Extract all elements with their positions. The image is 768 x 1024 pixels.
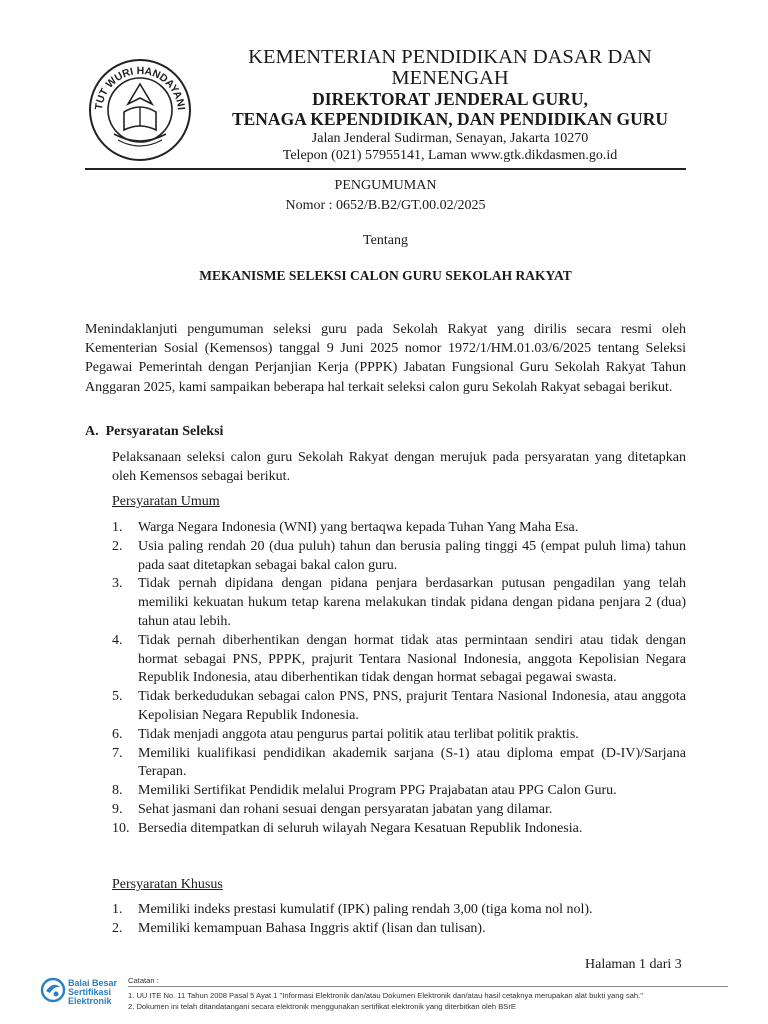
list-item: 5. Tidak berkedudukan sebagai calon PNS, PNS, prajurit Tentara Nasional Indonesia, atau anggota Kepolisian Negara Republik Indonesia.: [112, 689, 686, 723]
footer-note-2: 2. Dokumen ini telah ditandatangani secara elektronik menggunakan sertifikat elektronik yang diterbitkan oleh BSrE: [128, 1002, 516, 1011]
special-requirements-heading: Persyaratan Khusus: [112, 877, 223, 892]
list-item: 4. Tidak pernah diberhentikan dengan hormat tidak atas permintaan sendiri atau tidak dengan hormat sebagai PNS, PPPK, prajurit Tentara Nasional Indonesia, anggota Kepolisian Negara Republik Indonesia, atau diberhentikan tidak dengan hormat sebagai pegawai swasta.: [112, 632, 686, 686]
list-item: 2. Memiliki kemampuan Bahasa Inggris aktif (lisan dan tulisan).: [112, 920, 486, 936]
ministry-name-line1: KEMENTERIAN PENDIDIKAN DASAR DAN: [248, 46, 652, 68]
general-requirements-list: [112, 519, 686, 839]
section-a-paragraph: Pelaksanaan seleksi calon guru Sekolah Rakyat dengan merujuk pada persyaratan yang ditetapkan oleh Kemensos sebagai berikut.: [112, 450, 686, 485]
list-item: 2. Usia paling rendah 20 (dua puluh) tahun dan berusia paling tinggi 45 (empat puluh lima) tahun pada saat ditetapkan sebagai bakal calon guru.: [112, 538, 686, 573]
intro-paragraph: Menindaklanjuti pengumuman seleksi guru pada Sekolah Rakyat yang dirilis secara resmi oleh Kementerian Sosial (Kemensos) tanggal 9 Juni 2025 nomor 1972/1/HM.01.03/6/2025 tentang Seleksi Pegawai Pemerintah dengan Perjanjian Kerja (PPPK) Jabatan Fungsional Guru Sekolah Rakyat Tahun Anggaran 2025, kami sampaikan beberapa hal terkait seleksi calon guru Sekolah Rakyat sebagai berikut.: [85, 322, 686, 395]
list-item: 9. Sehat jasmani dan rohani sesuai dengan persyaratan jabatan yang dilamar.: [112, 801, 553, 817]
logo-motto: TUT WURI HANDAYANI: [92, 64, 187, 111]
section-a-heading: A. Persyaratan Seleksi: [85, 424, 224, 439]
bsre-logo-line2: Sertifikasi: [68, 987, 112, 997]
list-item: 6. Tidak menjadi anggota atau pengurus partai politik atau terlibat politik praktis.: [112, 726, 579, 742]
bsre-logo-line3: Elektronik: [68, 996, 112, 1006]
announcement-number: Nomor : 0652/B.B2/GT.00.02/2025: [285, 198, 486, 213]
directorate-line1: DIREKTORAT JENDERAL GURU,: [312, 89, 588, 109]
list-item: 1. Memiliki indeks prestasi kumulatif (IPK) paling rendah 3,00 (tiga koma nol nol).: [112, 902, 593, 917]
announcement-about: Tentang: [363, 233, 408, 248]
contact-info: Telepon (021) 57955141, Laman www.gtk.dikdasmen.go.id: [282, 148, 618, 163]
footer-notes-label: Catatan :: [128, 976, 159, 985]
announcement-title: MEKANISME SELEKSI CALON GURU SEKOLAH RAKYAT: [199, 268, 572, 283]
list-item: 8. Memiliki Sertifikat Pendidik melalui Program PPG Prajabatan atau PPG Calon Guru.: [112, 783, 617, 799]
ministry-logo: [84, 52, 196, 164]
list-item: 1. Warga Negara Indonesia (WNI) yang bertaqwa kepada Tuhan Yang Maha Esa.: [112, 520, 579, 535]
bsre-logo-line1: Balai Besar: [68, 978, 118, 988]
list-item: 10. Bersedia ditempatkan di seluruh wilayah Negara Kesatuan Republik Indonesia.: [112, 820, 583, 836]
general-requirements-heading: Persyaratan Umum: [112, 494, 220, 509]
bsre-icon: [40, 977, 66, 1003]
ministry-name-line2: MENENGAH: [391, 67, 509, 89]
address: Jalan Jenderal Sudirman, Senayan, Jakarta 10270: [311, 131, 589, 146]
page-number: Halaman 1 dari 3: [585, 957, 682, 972]
bsre-logo: [40, 975, 120, 1009]
directorate-line2: TENAGA KEPENDIDIKAN, DAN PENDIDIKAN GURU: [231, 109, 669, 129]
list-item: 7. Memiliki kualifikasi pendidikan akademik sarjana (S-1) atau diploma empat (D-IV)/Sarjana Terapan.: [112, 745, 686, 780]
announcement-label: PENGUMUMAN: [334, 178, 437, 193]
header-divider: [85, 168, 686, 170]
footer-divider: [128, 986, 728, 987]
list-item: 3. Tidak pernah dipidana dengan pidana penjara berdasarkan putusan pengadilan yang telah memiliki kekuatan hukum tetap karena melakukan tindak pidana dengan pidana penjara 2 (dua) tahun atau lebih.: [112, 576, 686, 629]
special-requirements-list: [112, 901, 686, 939]
footer-note-1: 1. UU ITE No. 11 Tahun 2008 Pasal 5 Ayat 1 "Informasi Elektronik dan/atau Dokumen Elektronik dan/atau hasil cetaknya merupakan alat bukti yang sah.": [128, 991, 643, 1000]
